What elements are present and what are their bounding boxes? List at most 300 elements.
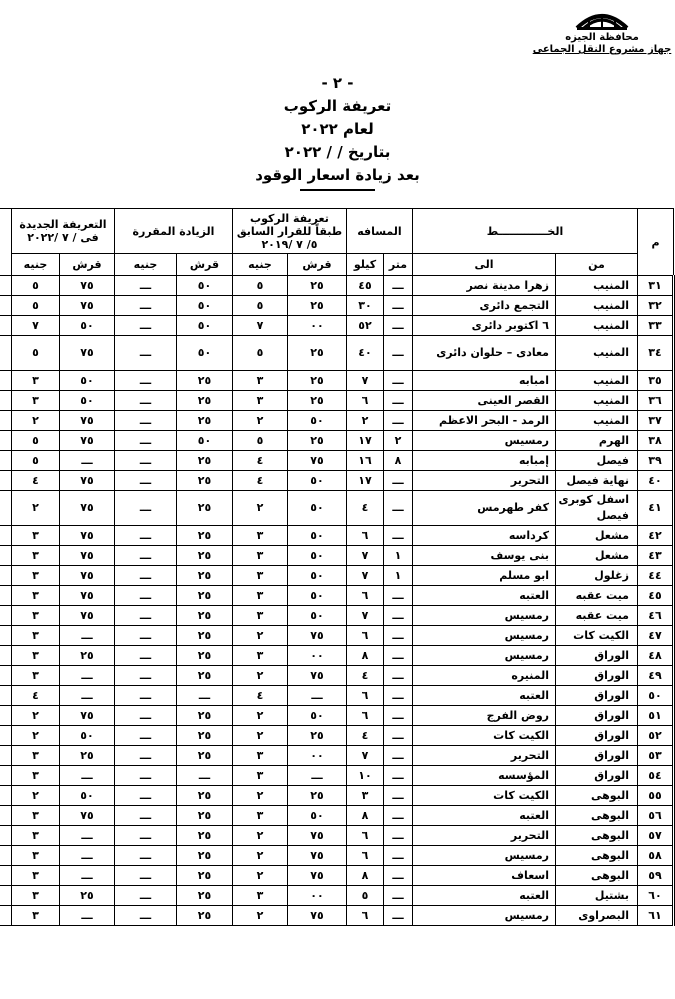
new-pound-cell: ٣: [11, 666, 59, 686]
kilo-cell: ٤: [346, 666, 383, 686]
new-pound-cell: ٣: [11, 806, 59, 826]
table-row: [0, 276, 674, 296]
old-pound-cell: ٣: [232, 566, 287, 586]
old-pound-cell: ٣: [232, 646, 287, 666]
row-number: ٣٥: [638, 371, 674, 391]
row-number: ٥٤: [638, 766, 674, 786]
table-row: [0, 786, 674, 806]
meter-cell: ـــ: [383, 846, 412, 866]
kilo-cell: ٤٠: [346, 336, 383, 371]
from-cell: المنيب: [556, 316, 638, 336]
old-pound-cell: ٤: [232, 686, 287, 706]
subtitle-underline: [300, 189, 375, 191]
row-number: ٤٠: [638, 471, 674, 491]
meter-cell: ـــ: [383, 276, 412, 296]
from-cell: الهرم: [556, 431, 638, 451]
old-pound-cell: ٣: [232, 586, 287, 606]
col-header-new-fare: التعريفة الجديدة فى / ٧ /٢٠٢٢: [11, 209, 114, 254]
old-pound-cell: ٥: [232, 431, 287, 451]
kilo-cell: ٦: [346, 391, 383, 411]
meter-cell: ـــ: [383, 686, 412, 706]
new-qirsh-cell: ٧٥: [59, 336, 114, 371]
inc-qirsh-cell: ٢٥: [176, 546, 232, 566]
old-qirsh-cell: ٥٠: [287, 491, 346, 526]
row-number: ٣٣: [638, 316, 674, 336]
kilo-cell: ٣٠: [346, 296, 383, 316]
from-cell: بشتيل: [556, 886, 638, 906]
new-qirsh-cell: ٥٠: [59, 726, 114, 746]
inc-qirsh-cell: ٢٥: [176, 746, 232, 766]
old-qirsh-cell: ٧٥: [287, 906, 346, 926]
meter-cell: ـــ: [383, 316, 412, 336]
old-pound-cell: ٢: [232, 826, 287, 846]
kilo-cell: ٦: [346, 686, 383, 706]
to-cell: معادى – حلوان دائرى: [412, 336, 555, 371]
org-name: محافظة الجيزه: [565, 32, 639, 43]
old-pound-cell: ٢: [232, 706, 287, 726]
old-qirsh-cell: ٧٥: [287, 451, 346, 471]
table-row: [0, 411, 674, 431]
old-qirsh-cell: ٢٥: [287, 336, 346, 371]
from-cell: فيصل: [556, 451, 638, 471]
inc-qirsh-cell: ٢٥: [176, 411, 232, 431]
extra-cell: [0, 336, 11, 371]
col-header-new-pound: جنيه: [11, 254, 59, 276]
meter-cell: ـــ: [383, 726, 412, 746]
table-row: [0, 606, 674, 626]
inc-qirsh-cell: ٢٥: [176, 646, 232, 666]
row-number: ٦٠: [638, 886, 674, 906]
new-pound-cell: ٣: [11, 546, 59, 566]
inc-qirsh-cell: ٢٥: [176, 586, 232, 606]
old-qirsh-cell: ٥٠: [287, 586, 346, 606]
from-cell: اسفل كوبرى فيصل: [556, 491, 638, 526]
old-pound-cell: ٢: [232, 866, 287, 886]
meter-cell: ـــ: [383, 826, 412, 846]
kilo-cell: ٤: [346, 726, 383, 746]
kilo-cell: ٧: [346, 746, 383, 766]
meter-cell: ١: [383, 566, 412, 586]
table-row: [0, 666, 674, 686]
meter-cell: ـــ: [383, 786, 412, 806]
to-cell: التحرير: [412, 826, 555, 846]
from-cell: البصراوى: [556, 906, 638, 926]
meter-cell: ـــ: [383, 646, 412, 666]
table-row: [0, 766, 674, 786]
old-qirsh-cell: ٥٠: [287, 606, 346, 626]
col-header-old-qirsh: قرش: [287, 254, 346, 276]
to-cell: العتبه: [412, 806, 555, 826]
inc-qirsh-cell: ٢٥: [176, 666, 232, 686]
from-cell: الكيت كات: [556, 626, 638, 646]
new-pound-cell: ٣: [11, 586, 59, 606]
old-pound-cell: ٣: [232, 391, 287, 411]
new-pound-cell: ٣: [11, 526, 59, 546]
from-cell: الوراق: [556, 766, 638, 786]
col-header-line: الخـــــــــــــط: [412, 209, 637, 254]
old-pound-cell: ٣: [232, 746, 287, 766]
extra-cell: [0, 546, 11, 566]
new-pound-cell: ٢: [11, 726, 59, 746]
old-qirsh-cell: ٧٥: [287, 866, 346, 886]
inc-pound-cell: ـــ: [114, 336, 176, 371]
kilo-cell: ٦: [346, 906, 383, 926]
inc-pound-cell: ـــ: [114, 746, 176, 766]
from-cell: مشعل: [556, 526, 638, 546]
inc-qirsh-cell: ٢٥: [176, 451, 232, 471]
new-qirsh-cell: ٧٥: [59, 491, 114, 526]
meter-cell: ـــ: [383, 666, 412, 686]
row-number: ٤٩: [638, 666, 674, 686]
meter-cell: ـــ: [383, 371, 412, 391]
inc-pound-cell: ـــ: [114, 431, 176, 451]
extra-cell: [0, 451, 11, 471]
page-number: - ٢ -: [321, 74, 354, 92]
inc-pound-cell: ـــ: [114, 666, 176, 686]
col-header-inc-qirsh: قرش: [176, 254, 232, 276]
to-cell: رمسيس: [412, 906, 555, 926]
meter-cell: ٢: [383, 431, 412, 451]
new-qirsh-cell: ٢٥: [59, 886, 114, 906]
from-cell: المنيب: [556, 296, 638, 316]
inc-pound-cell: ـــ: [114, 866, 176, 886]
inc-qirsh-cell: ٥٠: [176, 276, 232, 296]
new-qirsh-cell: ٢٥: [59, 746, 114, 766]
row-number: ٥٥: [638, 786, 674, 806]
kilo-cell: ٦: [346, 586, 383, 606]
new-qirsh-cell: ٧٥: [59, 411, 114, 431]
to-cell: كفر طهرمس: [412, 491, 555, 526]
to-cell: إمبابه: [412, 451, 555, 471]
new-pound-cell: ٣: [11, 746, 59, 766]
from-cell: البوهى: [556, 806, 638, 826]
new-pound-cell: ٣: [11, 371, 59, 391]
row-number: ٤٧: [638, 626, 674, 646]
new-qirsh-cell: ٧٥: [59, 606, 114, 626]
kilo-cell: ٢: [346, 411, 383, 431]
new-pound-cell: ٣: [11, 906, 59, 926]
extra-cell: [0, 786, 11, 806]
to-cell: رمسيس: [412, 646, 555, 666]
col-header-extra: [0, 209, 11, 276]
table-row: [0, 646, 674, 666]
from-cell: البوهى: [556, 826, 638, 846]
new-qirsh-cell: ٢٥: [59, 646, 114, 666]
to-cell: التحرير: [412, 471, 555, 491]
inc-qirsh-cell: ٢٥: [176, 491, 232, 526]
new-pound-cell: ٤: [11, 686, 59, 706]
old-qirsh-cell: ٧٥: [287, 826, 346, 846]
from-cell: البوهى: [556, 866, 638, 886]
to-cell: بنى يوسف: [412, 546, 555, 566]
meter-cell: ـــ: [383, 336, 412, 371]
old-qirsh-cell: ٥٠: [287, 706, 346, 726]
document-year: لعام ٢٠٢٢: [301, 120, 374, 138]
row-number: ٣٨: [638, 431, 674, 451]
col-header-meter: متر: [383, 254, 412, 276]
inc-pound-cell: ـــ: [114, 826, 176, 846]
new-qirsh-cell: ٧٥: [59, 586, 114, 606]
to-cell: المؤسسه: [412, 766, 555, 786]
from-cell: المنيب: [556, 411, 638, 431]
new-qirsh-cell: ٧٥: [59, 526, 114, 546]
new-pound-cell: ٥: [11, 431, 59, 451]
new-pound-cell: ٣: [11, 626, 59, 646]
kilo-cell: ٦: [346, 826, 383, 846]
to-cell: زهرا مدينة نصر: [412, 276, 555, 296]
table-row: [0, 336, 674, 371]
kilo-cell: ١٧: [346, 471, 383, 491]
bridge-logo-icon: [575, 8, 629, 32]
from-cell: الوراق: [556, 726, 638, 746]
inc-qirsh-cell: ٢٥: [176, 606, 232, 626]
old-qirsh-cell: ٠٠: [287, 316, 346, 336]
table-row: [0, 746, 674, 766]
extra-cell: [0, 726, 11, 746]
old-qirsh-cell: ـــ: [287, 686, 346, 706]
inc-pound-cell: ـــ: [114, 316, 176, 336]
row-number: ٣٩: [638, 451, 674, 471]
inc-pound-cell: ـــ: [114, 706, 176, 726]
new-pound-cell: ٣: [11, 391, 59, 411]
extra-cell: [0, 686, 11, 706]
row-number: ٤٣: [638, 546, 674, 566]
from-cell: مشعل: [556, 546, 638, 566]
table-row: [0, 526, 674, 546]
old-qirsh-cell: ٥٠: [287, 806, 346, 826]
inc-qirsh-cell: ٢٥: [176, 391, 232, 411]
from-cell: المنيب: [556, 276, 638, 296]
new-pound-cell: ٢: [11, 706, 59, 726]
old-qirsh-cell: ٢٥: [287, 786, 346, 806]
new-qirsh-cell: ـــ: [59, 866, 114, 886]
new-pound-cell: ٣: [11, 886, 59, 906]
new-qirsh-cell: ـــ: [59, 626, 114, 646]
new-qirsh-cell: ٧٥: [59, 566, 114, 586]
kilo-cell: ٧: [346, 606, 383, 626]
table-row: [0, 546, 674, 566]
old-pound-cell: ٢: [232, 726, 287, 746]
to-cell: رمسيس: [412, 626, 555, 646]
document-header: [0, 72, 675, 191]
old-pound-cell: ٢: [232, 411, 287, 431]
meter-cell: ـــ: [383, 706, 412, 726]
meter-cell: ـــ: [383, 411, 412, 431]
from-cell: ميت عقبه: [556, 586, 638, 606]
org-logo-block: [532, 8, 672, 56]
table-row: [0, 826, 674, 846]
old-qirsh-cell: ٢٥: [287, 726, 346, 746]
old-qirsh-cell: ٧٥: [287, 626, 346, 646]
extra-cell: [0, 276, 11, 296]
row-number: ٣١: [638, 276, 674, 296]
kilo-cell: ٦: [346, 846, 383, 866]
extra-cell: [0, 606, 11, 626]
inc-qirsh-cell: ـــ: [176, 686, 232, 706]
inc-pound-cell: ـــ: [114, 526, 176, 546]
fare-table: [0, 208, 675, 926]
kilo-cell: ١٧: [346, 431, 383, 451]
row-number: ٦١: [638, 906, 674, 926]
from-cell: ميت عقبه: [556, 606, 638, 626]
old-pound-cell: ٤: [232, 451, 287, 471]
from-cell: الوراق: [556, 666, 638, 686]
old-pound-cell: ٢: [232, 626, 287, 646]
new-qirsh-cell: ٧٥: [59, 546, 114, 566]
to-cell: الرمد - البحر الاعظم: [412, 411, 555, 431]
extra-cell: [0, 316, 11, 336]
fare-table-body: [0, 276, 674, 926]
from-cell: البوهى: [556, 786, 638, 806]
extra-cell: [0, 746, 11, 766]
new-qirsh-cell: ٥٠: [59, 391, 114, 411]
from-cell: المنيب: [556, 391, 638, 411]
inc-pound-cell: ـــ: [114, 411, 176, 431]
extra-cell: [0, 566, 11, 586]
kilo-cell: ٨: [346, 646, 383, 666]
new-pound-cell: ٣: [11, 566, 59, 586]
col-header-inc-pound: جنيه: [114, 254, 176, 276]
row-number: ٥٣: [638, 746, 674, 766]
old-qirsh-cell: ٢٥: [287, 431, 346, 451]
meter-cell: ـــ: [383, 626, 412, 646]
inc-pound-cell: ـــ: [114, 886, 176, 906]
old-qirsh-cell: ٧٥: [287, 666, 346, 686]
inc-pound-cell: ـــ: [114, 586, 176, 606]
from-cell: البوهى: [556, 846, 638, 866]
document-title: تعريفة الركوب: [283, 97, 392, 115]
new-qirsh-cell: ـــ: [59, 686, 114, 706]
old-qirsh-cell: ٠٠: [287, 746, 346, 766]
extra-cell: [0, 866, 11, 886]
inc-qirsh-cell: ٢٥: [176, 826, 232, 846]
table-row: [0, 491, 674, 526]
new-pound-cell: ٧: [11, 316, 59, 336]
kilo-cell: ٥: [346, 886, 383, 906]
from-cell: الوراق: [556, 646, 638, 666]
col-header-new-qirsh: قرش: [59, 254, 114, 276]
meter-cell: ـــ: [383, 606, 412, 626]
new-pound-cell: ٢: [11, 411, 59, 431]
new-pound-cell: ٣: [11, 766, 59, 786]
to-cell: رمسيس: [412, 431, 555, 451]
to-cell: رمسيس: [412, 606, 555, 626]
extra-cell: [0, 391, 11, 411]
inc-qirsh-cell: ٢٥: [176, 846, 232, 866]
new-qirsh-cell: ـــ: [59, 666, 114, 686]
old-pound-cell: ٧: [232, 316, 287, 336]
new-qirsh-cell: ـــ: [59, 846, 114, 866]
new-pound-cell: ٢: [11, 491, 59, 526]
inc-pound-cell: ـــ: [114, 726, 176, 746]
old-pound-cell: ٣: [232, 371, 287, 391]
kilo-cell: ٨: [346, 806, 383, 826]
from-cell: نهاية فيصل: [556, 471, 638, 491]
extra-cell: [0, 806, 11, 826]
to-cell: روض الفرج: [412, 706, 555, 726]
row-number: ٥٩: [638, 866, 674, 886]
to-cell: امبابه: [412, 371, 555, 391]
old-pound-cell: ٤: [232, 471, 287, 491]
old-pound-cell: ٢: [232, 906, 287, 926]
inc-qirsh-cell: ٢٥: [176, 786, 232, 806]
new-pound-cell: ٣: [11, 646, 59, 666]
inc-qirsh-cell: ٢٥: [176, 866, 232, 886]
meter-cell: ـــ: [383, 586, 412, 606]
meter-cell: ـــ: [383, 906, 412, 926]
inc-qirsh-cell: ٢٥: [176, 806, 232, 826]
row-number: ٥٦: [638, 806, 674, 826]
row-number: ٤٤: [638, 566, 674, 586]
table-row: [0, 866, 674, 886]
col-header-distance: المسافه: [346, 209, 412, 254]
new-pound-cell: ٢: [11, 786, 59, 806]
inc-qirsh-cell: ٢٥: [176, 906, 232, 926]
old-pound-cell: ٣: [232, 526, 287, 546]
inc-pound-cell: ـــ: [114, 491, 176, 526]
inc-pound-cell: ـــ: [114, 906, 176, 926]
kilo-cell: ٣: [346, 786, 383, 806]
table-row: [0, 566, 674, 586]
meter-cell: ـــ: [383, 526, 412, 546]
kilo-cell: ٦: [346, 706, 383, 726]
col-header-from: من: [556, 254, 638, 276]
kilo-cell: ٨: [346, 866, 383, 886]
from-cell: الوراق: [556, 686, 638, 706]
old-pound-cell: ٣: [232, 886, 287, 906]
meter-cell: ـــ: [383, 806, 412, 826]
new-qirsh-cell: ٧٥: [59, 276, 114, 296]
col-header-old-fare: تعريفة الركوب طبقاً للقرار السابق ٥/ ٧ /٢٠١٩: [232, 209, 346, 254]
old-pound-cell: ٥: [232, 276, 287, 296]
new-pound-cell: ٥: [11, 296, 59, 316]
meter-cell: ـــ: [383, 491, 412, 526]
to-cell: اسعاف: [412, 866, 555, 886]
old-qirsh-cell: ٢٥: [287, 371, 346, 391]
old-qirsh-cell: ٥٠: [287, 526, 346, 546]
extra-cell: [0, 526, 11, 546]
table-row: [0, 451, 674, 471]
inc-pound-cell: ـــ: [114, 766, 176, 786]
new-qirsh-cell: ٧٥: [59, 806, 114, 826]
row-number: ٣٢: [638, 296, 674, 316]
new-qirsh-cell: ـــ: [59, 451, 114, 471]
inc-pound-cell: ـــ: [114, 606, 176, 626]
document-date: بتاريخ / / ٢٠٢٢: [284, 143, 391, 161]
old-qirsh-cell: ٢٥: [287, 276, 346, 296]
row-number: ٤١: [638, 491, 674, 526]
extra-cell: [0, 296, 11, 316]
from-cell: الوراق: [556, 706, 638, 726]
extra-cell: [0, 371, 11, 391]
inc-pound-cell: ـــ: [114, 471, 176, 491]
kilo-cell: ٦: [346, 626, 383, 646]
new-pound-cell: ٣: [11, 866, 59, 886]
inc-qirsh-cell: ٥٠: [176, 296, 232, 316]
meter-cell: ١: [383, 546, 412, 566]
extra-cell: [0, 491, 11, 526]
new-qirsh-cell: ٥٠: [59, 786, 114, 806]
row-number: ٤٢: [638, 526, 674, 546]
to-cell: ابو مسلم: [412, 566, 555, 586]
extra-cell: [0, 586, 11, 606]
kilo-cell: ٦: [346, 526, 383, 546]
kilo-cell: ١٦: [346, 451, 383, 471]
extra-cell: [0, 666, 11, 686]
new-qirsh-cell: ٥٠: [59, 371, 114, 391]
to-cell: القصر العينى: [412, 391, 555, 411]
old-pound-cell: ٣: [232, 606, 287, 626]
